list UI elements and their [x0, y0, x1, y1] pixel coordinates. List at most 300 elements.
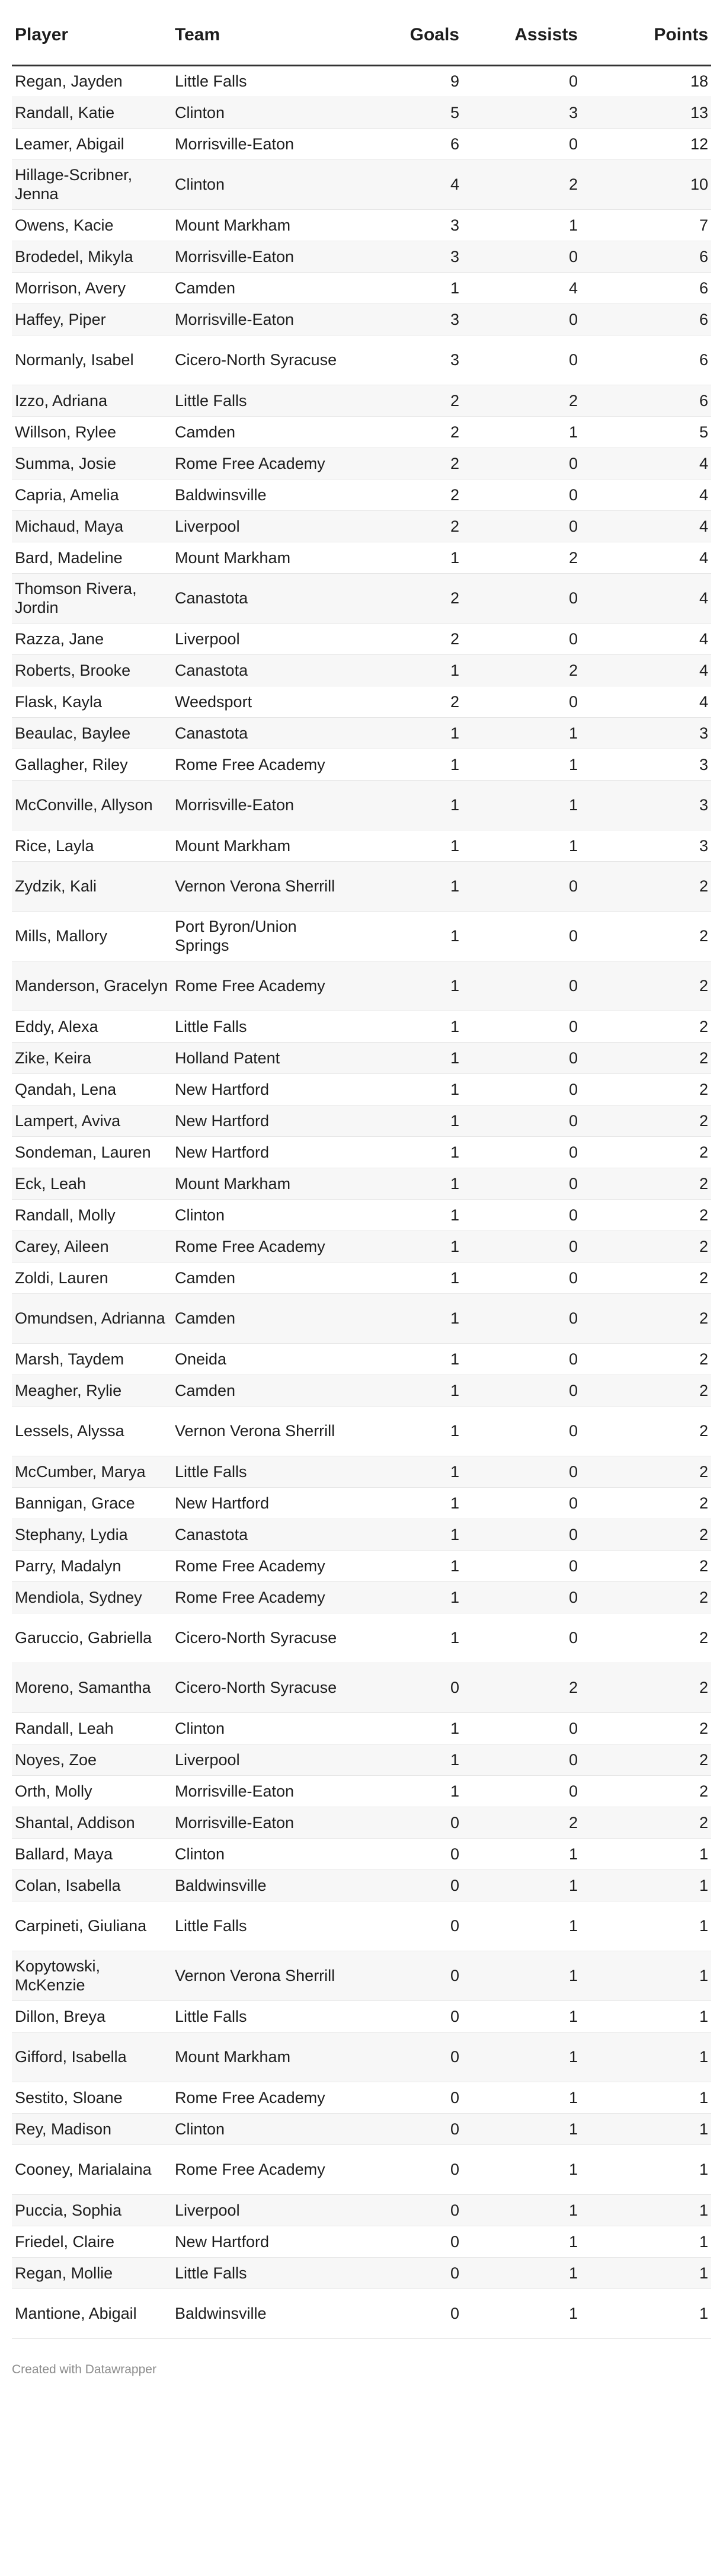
cell-points: 1 — [581, 1869, 711, 1901]
cell-goals: 0 — [356, 1869, 462, 1901]
table-row — [12, 335, 711, 385]
cell-assists: 1 — [462, 1951, 581, 2000]
cell-team: Baldwinsville — [172, 479, 356, 510]
cell-goals: 1 — [356, 830, 462, 861]
table-row — [12, 416, 711, 448]
table-row — [12, 1663, 711, 1712]
cell-points: 2 — [581, 1406, 711, 1456]
cell-assists: 0 — [462, 1744, 581, 1775]
cell-points: 2 — [581, 1550, 711, 1581]
cell-goals: 2 — [356, 573, 462, 623]
cell-player: Orth, Molly — [12, 1775, 172, 1807]
cell-points: 2 — [581, 861, 711, 911]
cell-team: Liverpool — [172, 510, 356, 542]
cell-goals: 9 — [356, 65, 462, 97]
cell-goals: 1 — [356, 1073, 462, 1105]
cell-player: Mantione, Abigail — [12, 2289, 172, 2338]
cell-points: 6 — [581, 272, 711, 303]
cell-team: Canastota — [172, 573, 356, 623]
cell-player: Mills, Mallory — [12, 911, 172, 961]
cell-team: Rome Free Academy — [172, 1231, 356, 1262]
cell-player: Moreno, Samantha — [12, 1663, 172, 1712]
cell-player: Qandah, Lena — [12, 1073, 172, 1105]
cell-goals: 1 — [356, 1011, 462, 1042]
column-header-points[interactable]: Points — [581, 6, 711, 65]
cell-player: Marsh, Taydem — [12, 1343, 172, 1375]
table-header — [12, 6, 711, 65]
cell-goals: 0 — [356, 1901, 462, 1951]
cell-assists: 0 — [462, 1199, 581, 1231]
cell-assists: 1 — [462, 2289, 581, 2338]
table-row — [12, 209, 711, 241]
cell-goals: 0 — [356, 2113, 462, 2144]
cell-points: 2 — [581, 1775, 711, 1807]
cell-assists: 0 — [462, 861, 581, 911]
cell-team: New Hartford — [172, 2226, 356, 2257]
table-row — [12, 1073, 711, 1105]
cell-goals: 1 — [356, 1136, 462, 1168]
cell-points: 4 — [581, 623, 711, 654]
cell-goals: 1 — [356, 911, 462, 961]
cell-goals: 1 — [356, 1775, 462, 1807]
cell-player: Rey, Madison — [12, 2113, 172, 2144]
cell-points: 1 — [581, 2194, 711, 2226]
cell-assists: 0 — [462, 1775, 581, 1807]
cell-team: Canastota — [172, 1519, 356, 1550]
table-row — [12, 542, 711, 573]
cell-goals: 0 — [356, 1951, 462, 2000]
cell-points: 1 — [581, 2257, 711, 2289]
table-row — [12, 1136, 711, 1168]
cell-assists: 1 — [462, 2000, 581, 2032]
cell-points: 2 — [581, 1343, 711, 1375]
cell-player: Garuccio, Gabriella — [12, 1613, 172, 1663]
cell-team: Port Byron/Union Springs — [172, 911, 356, 961]
table-row — [12, 961, 711, 1011]
cell-player: Sestito, Sloane — [12, 2082, 172, 2113]
cell-player: Carpineti, Giuliana — [12, 1901, 172, 1951]
cell-goals: 1 — [356, 961, 462, 1011]
cell-team: Morrisville-Eaton — [172, 128, 356, 159]
table-row — [12, 479, 711, 510]
cell-player: Beaulac, Baylee — [12, 717, 172, 749]
cell-assists: 0 — [462, 961, 581, 1011]
cell-player: Thomson Rivera, Jordin — [12, 573, 172, 623]
table-row — [12, 1613, 711, 1663]
table-row — [12, 1042, 711, 1073]
table-row — [12, 1343, 711, 1375]
table-row — [12, 2000, 711, 2032]
cell-assists: 1 — [462, 2194, 581, 2226]
table-row — [12, 1231, 711, 1262]
cell-team: Cicero-North Syracuse — [172, 335, 356, 385]
cell-goals: 3 — [356, 209, 462, 241]
cell-player: Rice, Layla — [12, 830, 172, 861]
cell-points: 2 — [581, 1136, 711, 1168]
cell-team: Little Falls — [172, 385, 356, 416]
cell-points: 4 — [581, 542, 711, 573]
cell-player: Meagher, Rylie — [12, 1375, 172, 1406]
cell-goals: 1 — [356, 780, 462, 830]
cell-points: 2 — [581, 1807, 711, 1838]
table-row — [12, 2082, 711, 2113]
cell-assists: 1 — [462, 2144, 581, 2194]
cell-points: 1 — [581, 2000, 711, 2032]
cell-points: 4 — [581, 479, 711, 510]
cell-player: Regan, Mollie — [12, 2257, 172, 2289]
cell-goals: 1 — [356, 1712, 462, 1744]
cell-goals: 2 — [356, 448, 462, 479]
cell-team: Camden — [172, 272, 356, 303]
cell-team: Little Falls — [172, 1901, 356, 1951]
cell-points: 6 — [581, 335, 711, 385]
cell-player: Sondeman, Lauren — [12, 1136, 172, 1168]
table-row — [12, 1712, 711, 1744]
cell-assists: 1 — [462, 780, 581, 830]
cell-player: Willson, Rylee — [12, 416, 172, 448]
cell-assists: 1 — [462, 2032, 581, 2082]
cell-points: 2 — [581, 1168, 711, 1199]
cell-points: 1 — [581, 1951, 711, 2000]
cell-player: Leamer, Abigail — [12, 128, 172, 159]
cell-goals: 2 — [356, 479, 462, 510]
cell-goals: 2 — [356, 686, 462, 717]
cell-points: 2 — [581, 1293, 711, 1343]
cell-points: 2 — [581, 1105, 711, 1136]
cell-points: 4 — [581, 573, 711, 623]
cell-team: New Hartford — [172, 1487, 356, 1519]
cell-goals: 1 — [356, 542, 462, 573]
table-row — [12, 272, 711, 303]
cell-goals: 1 — [356, 1487, 462, 1519]
cell-points: 4 — [581, 654, 711, 686]
cell-player: Eddy, Alexa — [12, 1011, 172, 1042]
cell-points: 6 — [581, 303, 711, 335]
cell-goals: 1 — [356, 1581, 462, 1613]
table-row — [12, 1456, 711, 1487]
table-row — [12, 128, 711, 159]
cell-points: 1 — [581, 1838, 711, 1869]
cell-player: Gifford, Isabella — [12, 2032, 172, 2082]
cell-assists: 2 — [462, 542, 581, 573]
cell-team: Clinton — [172, 1838, 356, 1869]
cell-player: Randall, Molly — [12, 1199, 172, 1231]
table-row — [12, 1168, 711, 1199]
table-row — [12, 1011, 711, 1042]
cell-points: 2 — [581, 1011, 711, 1042]
cell-team: Rome Free Academy — [172, 2144, 356, 2194]
cell-player: Ballard, Maya — [12, 1838, 172, 1869]
cell-goals: 1 — [356, 1375, 462, 1406]
cell-team: Little Falls — [172, 2000, 356, 2032]
cell-assists: 0 — [462, 573, 581, 623]
cell-team: Camden — [172, 416, 356, 448]
cell-points: 3 — [581, 830, 711, 861]
cell-points: 2 — [581, 1456, 711, 1487]
cell-team: Baldwinsville — [172, 2289, 356, 2338]
cell-team: Clinton — [172, 1712, 356, 1744]
cell-points: 1 — [581, 2144, 711, 2194]
table-row — [12, 448, 711, 479]
cell-points: 4 — [581, 448, 711, 479]
cell-points: 2 — [581, 911, 711, 961]
cell-assists: 1 — [462, 2226, 581, 2257]
cell-points: 13 — [581, 97, 711, 128]
cell-player: Razza, Jane — [12, 623, 172, 654]
cell-goals: 5 — [356, 97, 462, 128]
cell-team: New Hartford — [172, 1073, 356, 1105]
cell-player: Randall, Leah — [12, 1712, 172, 1744]
column-header-player[interactable]: Player — [12, 6, 172, 65]
cell-team: Canastota — [172, 654, 356, 686]
cell-goals: 1 — [356, 1105, 462, 1136]
cell-assists: 0 — [462, 1581, 581, 1613]
column-header-team[interactable]: Team — [172, 6, 356, 65]
cell-team: Morrisville-Eaton — [172, 1775, 356, 1807]
cell-team: Holland Patent — [172, 1042, 356, 1073]
table-row — [12, 97, 711, 128]
column-header-goals[interactable]: Goals — [356, 6, 462, 65]
cell-goals: 0 — [356, 1838, 462, 1869]
table-row — [12, 1519, 711, 1550]
cell-assists: 1 — [462, 1901, 581, 1951]
cell-points: 1 — [581, 2289, 711, 2338]
cell-team: Rome Free Academy — [172, 1550, 356, 1581]
table-row — [12, 861, 711, 911]
cell-points: 3 — [581, 749, 711, 780]
table-row — [12, 1375, 711, 1406]
cell-assists: 1 — [462, 2082, 581, 2113]
table-row — [12, 1199, 711, 1231]
table-row — [12, 780, 711, 830]
cell-player: Capria, Amelia — [12, 479, 172, 510]
cell-goals: 1 — [356, 1042, 462, 1073]
cell-assists: 1 — [462, 1838, 581, 1869]
cell-points: 4 — [581, 686, 711, 717]
cell-assists: 0 — [462, 1262, 581, 1293]
cell-points: 3 — [581, 780, 711, 830]
cell-team: Oneida — [172, 1343, 356, 1375]
cell-goals: 1 — [356, 1550, 462, 1581]
cell-team: New Hartford — [172, 1136, 356, 1168]
stats-table — [12, 6, 711, 2339]
cell-points: 2 — [581, 1519, 711, 1550]
cell-assists: 1 — [462, 209, 581, 241]
cell-goals: 1 — [356, 654, 462, 686]
cell-team: Rome Free Academy — [172, 961, 356, 1011]
cell-goals: 0 — [356, 2144, 462, 2194]
table-row — [12, 1901, 711, 1951]
cell-team: Mount Markham — [172, 542, 356, 573]
table-body — [12, 65, 711, 2338]
cell-goals: 1 — [356, 1744, 462, 1775]
cell-team: Rome Free Academy — [172, 749, 356, 780]
cell-goals: 0 — [356, 2082, 462, 2113]
cell-points: 18 — [581, 65, 711, 97]
table-row — [12, 2144, 711, 2194]
cell-points: 6 — [581, 385, 711, 416]
cell-assists: 0 — [462, 1105, 581, 1136]
table-row — [12, 717, 711, 749]
cell-team: Liverpool — [172, 1744, 356, 1775]
cell-goals: 3 — [356, 241, 462, 272]
cell-team: New Hartford — [172, 1105, 356, 1136]
cell-points: 5 — [581, 416, 711, 448]
cell-assists: 2 — [462, 1807, 581, 1838]
cell-player: Hillage-Scribner, Jenna — [12, 159, 172, 209]
cell-player: Gallagher, Riley — [12, 749, 172, 780]
cell-player: McConville, Allyson — [12, 780, 172, 830]
cell-goals: 3 — [356, 303, 462, 335]
column-header-assists[interactable]: Assists — [462, 6, 581, 65]
table-row — [12, 686, 711, 717]
cell-assists: 0 — [462, 1136, 581, 1168]
cell-assists: 0 — [462, 911, 581, 961]
cell-points: 2 — [581, 1073, 711, 1105]
cell-team: Clinton — [172, 159, 356, 209]
cell-goals: 0 — [356, 1663, 462, 1712]
cell-player: Summa, Josie — [12, 448, 172, 479]
table-row — [12, 654, 711, 686]
cell-goals: 0 — [356, 2226, 462, 2257]
cell-player: Bannigan, Grace — [12, 1487, 172, 1519]
table-row — [12, 1293, 711, 1343]
cell-goals: 0 — [356, 2032, 462, 2082]
cell-team: Rome Free Academy — [172, 1581, 356, 1613]
cell-player: Haffey, Piper — [12, 303, 172, 335]
cell-player: Friedel, Claire — [12, 2226, 172, 2257]
cell-team: Little Falls — [172, 65, 356, 97]
cell-goals: 1 — [356, 749, 462, 780]
cell-team: Little Falls — [172, 1456, 356, 1487]
table-row — [12, 1744, 711, 1775]
cell-player: Shantal, Addison — [12, 1807, 172, 1838]
cell-assists: 1 — [462, 749, 581, 780]
cell-assists: 0 — [462, 303, 581, 335]
cell-assists: 0 — [462, 1343, 581, 1375]
cell-assists: 0 — [462, 1231, 581, 1262]
cell-team: Baldwinsville — [172, 1869, 356, 1901]
cell-team: Camden — [172, 1293, 356, 1343]
cell-goals: 0 — [356, 2000, 462, 2032]
cell-player: Normanly, Isabel — [12, 335, 172, 385]
cell-points: 6 — [581, 241, 711, 272]
cell-team: Camden — [172, 1262, 356, 1293]
cell-points: 2 — [581, 961, 711, 1011]
cell-goals: 1 — [356, 1293, 462, 1343]
cell-goals: 1 — [356, 1519, 462, 1550]
cell-team: Mount Markham — [172, 2032, 356, 2082]
cell-points: 1 — [581, 1901, 711, 1951]
cell-player: Flask, Kayla — [12, 686, 172, 717]
cell-player: Lampert, Aviva — [12, 1105, 172, 1136]
table-row — [12, 623, 711, 654]
cell-player: Regan, Jayden — [12, 65, 172, 97]
table-row — [12, 1105, 711, 1136]
cell-player: Roberts, Brooke — [12, 654, 172, 686]
cell-goals: 1 — [356, 1262, 462, 1293]
cell-team: Cicero-North Syracuse — [172, 1663, 356, 1712]
cell-player: Randall, Katie — [12, 97, 172, 128]
cell-assists: 0 — [462, 1042, 581, 1073]
cell-player: Michaud, Maya — [12, 510, 172, 542]
cell-goals: 0 — [356, 2194, 462, 2226]
cell-assists: 0 — [462, 686, 581, 717]
cell-player: Dillon, Breya — [12, 2000, 172, 2032]
table-row — [12, 573, 711, 623]
cell-team: Camden — [172, 1375, 356, 1406]
cell-team: Rome Free Academy — [172, 448, 356, 479]
cell-assists: 3 — [462, 97, 581, 128]
cell-assists: 0 — [462, 1550, 581, 1581]
cell-points: 2 — [581, 1712, 711, 1744]
cell-player: Manderson, Gracelyn — [12, 961, 172, 1011]
cell-assists: 0 — [462, 1073, 581, 1105]
cell-player: Mendiola, Sydney — [12, 1581, 172, 1613]
cell-assists: 0 — [462, 1456, 581, 1487]
cell-team: Morrisville-Eaton — [172, 780, 356, 830]
cell-assists: 0 — [462, 1712, 581, 1744]
cell-team: Mount Markham — [172, 1168, 356, 1199]
table-row — [12, 830, 711, 861]
table-row — [12, 1581, 711, 1613]
table-row — [12, 2226, 711, 2257]
cell-player: Bard, Madeline — [12, 542, 172, 573]
cell-player: Stephany, Lydia — [12, 1519, 172, 1550]
table-row — [12, 1869, 711, 1901]
table-row — [12, 385, 711, 416]
cell-assists: 1 — [462, 2257, 581, 2289]
table-row — [12, 2194, 711, 2226]
table-row — [12, 65, 711, 97]
cell-assists: 0 — [462, 1011, 581, 1042]
cell-assists: 0 — [462, 65, 581, 97]
cell-team: Vernon Verona Sherrill — [172, 1406, 356, 1456]
cell-assists: 0 — [462, 1293, 581, 1343]
cell-team: Cicero-North Syracuse — [172, 1613, 356, 1663]
cell-points: 1 — [581, 2226, 711, 2257]
datawrapper-credit: Created with Datawrapper — [12, 2362, 156, 2376]
cell-assists: 0 — [462, 241, 581, 272]
cell-assists: 0 — [462, 1613, 581, 1663]
cell-assists: 1 — [462, 830, 581, 861]
cell-goals: 1 — [356, 1343, 462, 1375]
cell-player: Morrison, Avery — [12, 272, 172, 303]
table-row — [12, 2289, 711, 2338]
cell-goals: 1 — [356, 1199, 462, 1231]
cell-assists: 1 — [462, 717, 581, 749]
table-row — [12, 159, 711, 209]
cell-goals: 1 — [356, 861, 462, 911]
table-row — [12, 1550, 711, 1581]
table-row — [12, 241, 711, 272]
cell-player: Eck, Leah — [12, 1168, 172, 1199]
cell-assists: 0 — [462, 1519, 581, 1550]
cell-team: Clinton — [172, 2113, 356, 2144]
table-row — [12, 1262, 711, 1293]
cell-team: Clinton — [172, 97, 356, 128]
cell-team: Little Falls — [172, 2257, 356, 2289]
cell-points: 2 — [581, 1262, 711, 1293]
cell-assists: 0 — [462, 623, 581, 654]
cell-team: Rome Free Academy — [172, 2082, 356, 2113]
cell-points: 1 — [581, 2113, 711, 2144]
table-row — [12, 749, 711, 780]
header-row — [12, 6, 711, 65]
cell-team: Little Falls — [172, 1011, 356, 1042]
cell-player: Zoldi, Lauren — [12, 1262, 172, 1293]
cell-goals: 2 — [356, 510, 462, 542]
